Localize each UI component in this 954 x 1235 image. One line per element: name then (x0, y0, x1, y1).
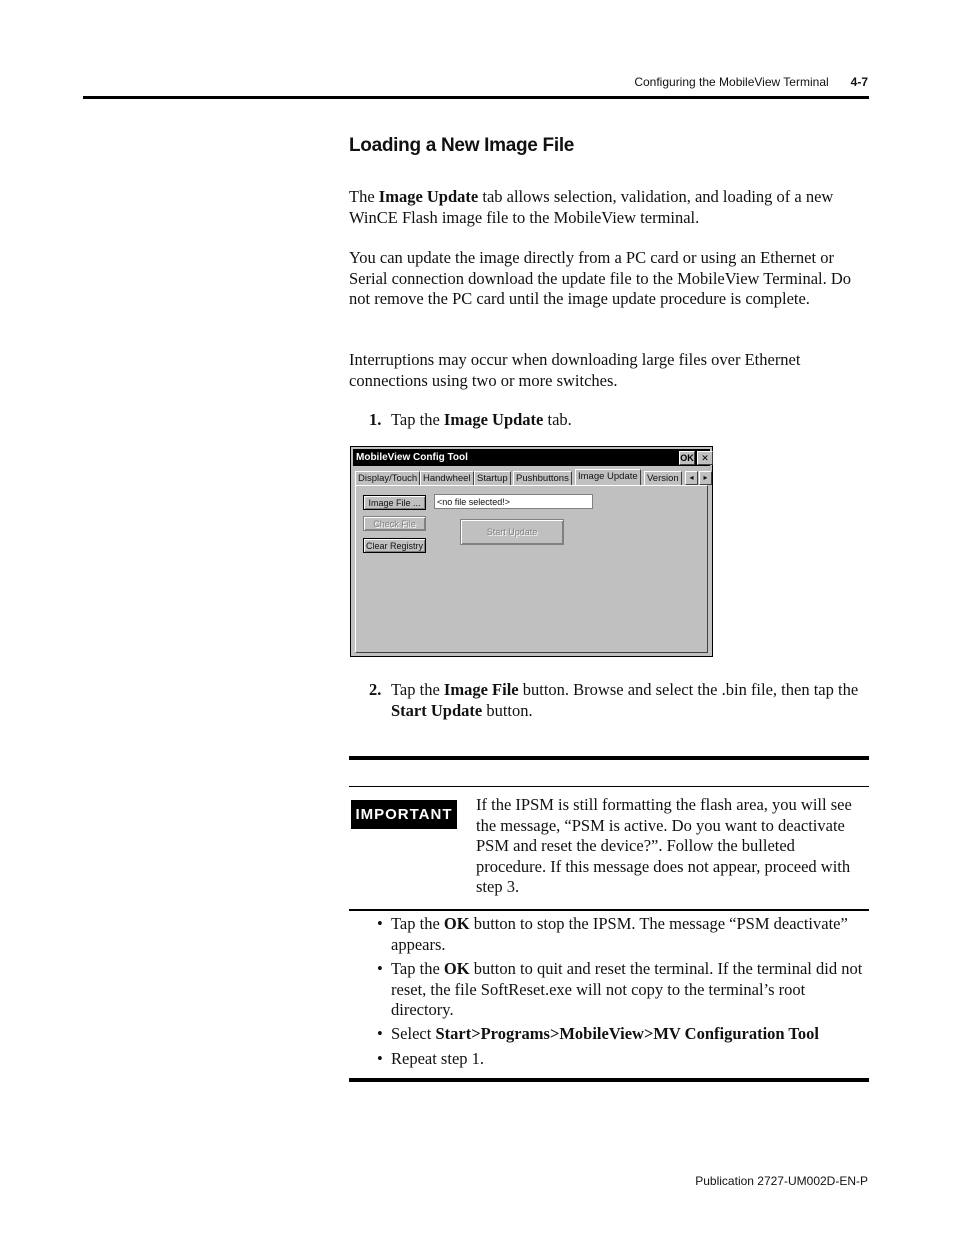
tab-scroll-right-icon[interactable]: ▸ (699, 471, 712, 485)
image-update-panel (355, 485, 708, 653)
tab-image-update[interactable]: Image Update (575, 469, 641, 485)
emphasis-image-file: Image File (443, 680, 519, 699)
step-number: 2. (369, 680, 382, 699)
tab-pushbuttons[interactable]: Pushbuttons (513, 471, 572, 485)
text-run: Tap the (391, 914, 444, 933)
update-method-paragraph: You can update the image directly from a PC card or using an Ethernet or Serial connection download the update file to the MobileView Terminal. Do not remove the PC card until the image update procedure is complete. (349, 248, 852, 308)
text-run: Tap the (391, 680, 444, 699)
tab-version[interactable]: Version (644, 471, 682, 485)
close-icon[interactable]: ✕ (697, 451, 713, 465)
important-badge: IMPORTANT (351, 800, 457, 829)
image-file-button[interactable]: Image File ... (363, 495, 426, 510)
bullet-icon: • (377, 1049, 383, 1068)
page-number: 4-7 (850, 75, 868, 89)
running-title: Configuring the MobileView Terminal (634, 75, 829, 89)
important-inner-rule (349, 786, 869, 787)
text-run: Tap the (391, 410, 444, 429)
tab-row (355, 469, 712, 485)
tab-display-touch[interactable]: Display/Touch (355, 471, 420, 485)
text-run: button to stop the IPSM. The message “PSM deactivate” appears. (391, 914, 848, 954)
step-text (391, 410, 869, 431)
intro-paragraph (349, 187, 869, 228)
bullet-text (391, 1024, 869, 1045)
header-rule (83, 96, 869, 99)
list-item (349, 1049, 869, 1071)
important-bottom-rule (349, 1078, 869, 1082)
tab-startup[interactable]: Startup (474, 471, 511, 485)
bullet-text (391, 914, 869, 955)
text-run: tab allows selection, validation, and loading of a new WinCE Flash image file to the MobileView terminal. (349, 187, 834, 227)
step-number: 1. (369, 410, 382, 429)
text-run: Repeat step 1. (391, 1049, 485, 1068)
text-run: Select (391, 1024, 436, 1043)
step-text (391, 680, 869, 721)
check-file-button[interactable]: Check File (363, 516, 426, 531)
emphasis: Image Update (443, 410, 544, 429)
file-path-field[interactable]: <no file selected!> (434, 494, 593, 509)
ok-button[interactable]: OK (680, 453, 694, 463)
emphasis-image-update: Image Update (378, 187, 479, 206)
config-tool-dialog (350, 446, 713, 657)
text-run: Tap the (391, 959, 444, 978)
tab-handwheel[interactable]: Handwheel (420, 471, 474, 485)
bullet-text (391, 959, 869, 1021)
bullet-icon: • (377, 1024, 383, 1043)
list-item (349, 914, 869, 956)
list-item (349, 959, 869, 1021)
running-header (634, 75, 868, 89)
important-divider (349, 909, 869, 911)
tab-scroll-left-icon[interactable]: ◂ (685, 471, 698, 485)
text-run: button. (482, 700, 533, 720)
dialog-title: MobileView Config Tool (356, 452, 468, 463)
important-top-rule (349, 756, 869, 760)
emphasis: OK (443, 959, 470, 978)
emphasis-menu-path: Start>Programs>MobileView>MV Configuration Tool (435, 1024, 820, 1043)
start-update-button[interactable]: Start Update (460, 519, 564, 545)
emphasis-start-update: Start Update (391, 700, 483, 720)
step-2 (349, 680, 869, 722)
interruption-paragraph: Interruptions may occur when downloading large files over Ethernet connections using two or more switches. (349, 350, 801, 390)
clear-registry-button[interactable]: Clear Registry (363, 538, 426, 553)
emphasis: OK (443, 914, 470, 933)
publication-footer: Publication 2727-UM002D-EN-P (695, 1174, 868, 1188)
bullet-text (391, 1049, 869, 1070)
important-text: If the IPSM is still formatting the flash area, you will see the message, “PSM is active. Do you want to deactivate PSM and reset the device?”. Follow the bulleted procedure. If this message does not appear, proceed with step 3. (476, 795, 852, 896)
text-run: tab. (543, 410, 572, 429)
text-run: button. Browse and select the .bin file, then tap the (518, 680, 859, 699)
text-run: button to quit and reset the terminal. If the terminal did not reset, the file SoftReset.exe will not copy to the terminal’s root directory. (391, 959, 863, 1019)
dialog-title-bar (353, 449, 710, 466)
bullet-icon: • (377, 959, 383, 978)
text-run: The (349, 187, 379, 206)
section-title: Loading a New Image File (349, 135, 575, 156)
step-1 (349, 410, 869, 432)
list-item (349, 1024, 869, 1046)
bullet-icon: • (377, 914, 383, 933)
